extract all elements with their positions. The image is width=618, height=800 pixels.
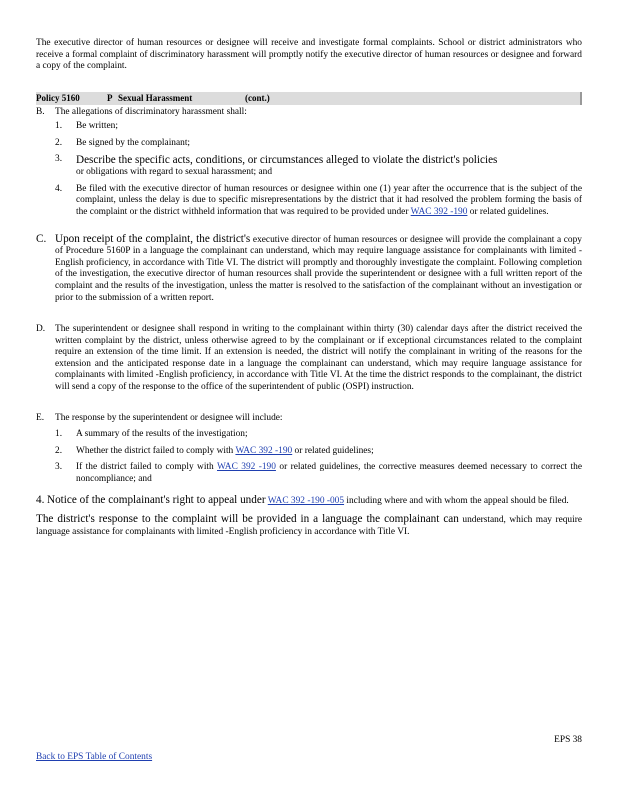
- policy-letter: P: [107, 92, 113, 103]
- section-label: B.: [36, 106, 45, 117]
- list-item: 1. Be written;: [55, 121, 118, 132]
- back-to-toc-link[interactable]: Back to EPS Table of Contents: [36, 752, 153, 762]
- list-item: 3. Describe the specific acts, conditions, or circumstances alleged to violate the district's policies or obligations with regard to sexual harassment; and: [55, 153, 498, 178]
- closing-paragraph: The district's response to the complaint will be provided in a language the complainant can understand, which may require language assistance for complainants with limited -English proficiency in accordance with Title VI.: [36, 513, 583, 537]
- section-label: C.: [36, 232, 47, 245]
- section-label: E.: [36, 412, 45, 423]
- policy-number: Policy 5160: [36, 92, 80, 103]
- section-e-item-4: [36, 494, 582, 508]
- section-d: D. The superintendent or designee shall respond in writing to the complainant within thirty (30) calendar days after the district received the written complaint by the district, unless otherwise agreed to by the complainant or if exceptional circumstances related to the complaint require an extension of the time limit. If an extension is needed, the district will notify the complainant in writing of the reasons for the extension and the anticipated response date in a language the complainant can understand, which may require language assistance for complainants with limited -English proficiency, in accordance with Title VI. At the time the district responds to the complainant, the district will send a copy of the response to the office of the superintendent of public (OSPI) instruction.: [36, 324, 582, 393]
- footer: [36, 735, 582, 764]
- section-e: E. The response by the superintendent or designee will include: 1. A summary of the results of the investigation; 2. Whether the district failed to comply with WAC 392 -190 or related guidelines; 3. If the district failed to comply with WAC 392 -190 or related guidelines, the corrective measures deemed necessary to correct the noncompliance; and: [36, 412, 583, 485]
- wac-link[interactable]: WAC 392 -190: [217, 462, 276, 473]
- policy-header-bar: [36, 92, 582, 105]
- list-item: 1. A summary of the results of the investigation;: [55, 429, 248, 440]
- wac-link[interactable]: WAC 392 -190: [235, 445, 293, 456]
- policy-cont: (cont.): [245, 92, 270, 103]
- wac-link[interactable]: WAC 392 -190 -005: [267, 495, 345, 506]
- list-item: 4. Be filed with the executive director of human resources or designee within one (1) year after the occurrence that is the subject of the complaint, unless the delay is due to specific misrepresentations by the district that it had resolved the problem forming the basis of the complaint or the district withheld information that was required to be provided under WAC 392 -190 or related guidelines.: [55, 183, 582, 217]
- intro-paragraph: The executive director of human resources or designee will receive and investigate formal complaints. School or district administrators who receive a formal complaint of discriminatory harassment will promptly notify the executive director of human resources or designee and forward a copy of the complaint.: [36, 38, 582, 72]
- list-item: 3. If the district failed to comply with WAC 392 -190 or related guidelines, the corrective measures deemed necessary to correct the noncompliance; and: [55, 462, 583, 485]
- list-item: 2. Whether the district failed to comply with WAC 392 -190 or related guidelines;: [55, 445, 374, 456]
- section-b: [36, 107, 582, 219]
- document-page: [36, 38, 582, 538]
- list-item: 2. Be signed by the complainant;: [55, 137, 191, 148]
- list-item: 4. Notice of the complainant's right to appeal under WAC 392 -190 -005 including where and with whom the appeal should be filed.: [36, 493, 569, 506]
- wac-link[interactable]: WAC 392 -190: [410, 206, 468, 217]
- section-c: C. Upon receipt of the complaint, the district's executive director of human resources or designee will provide the complainant a copy of Procedure 5160P in a language the complainant can understand, which may require language assistance for complainants with limited -English proficiency, in accordance with Title VI. The district will promptly and thoroughly investigate the complaint. Following completion of the investigation, the executive director of human resources shall provide the superintendent or designee with a full written report of the complaint and the results of the investigation, unless the matter is resolved to the satisfaction of the complainant without an investigation or prior to the submission of a written report.: [36, 232, 582, 303]
- policy-title: Sexual Harassment: [118, 92, 193, 103]
- page-number: EPS 38: [554, 735, 582, 745]
- section-b-text: The allegations of discriminatory harassment shall:: [55, 106, 247, 117]
- section-label: D.: [36, 324, 46, 335]
